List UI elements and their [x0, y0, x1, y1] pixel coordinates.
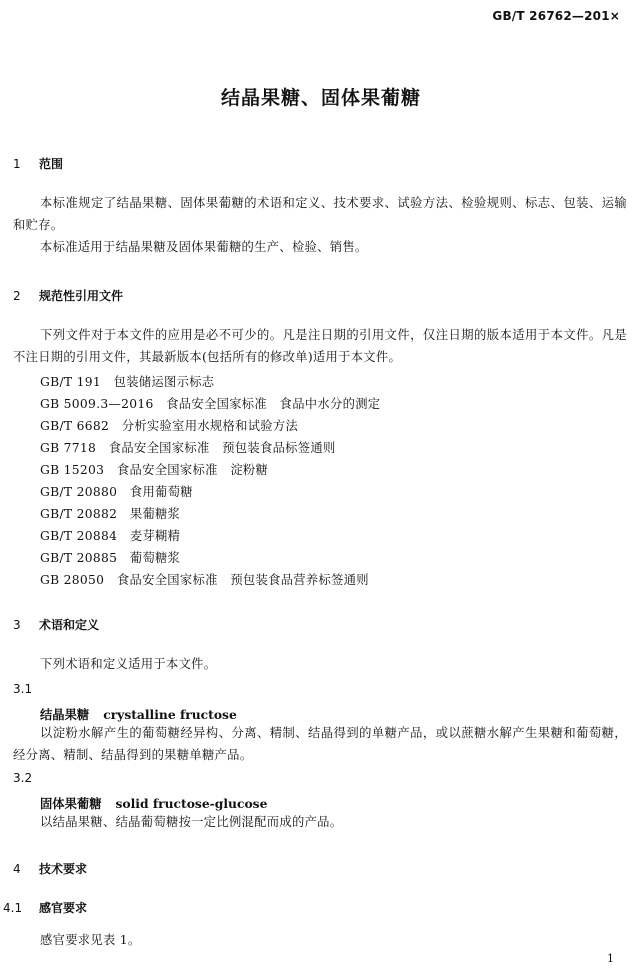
document-title: 结晶果糖、固体果葡糖: [220, 87, 421, 109]
term-number: 3.2: [13, 771, 33, 785]
page-number: 1: [607, 952, 614, 965]
reference-item: GB 28050 食品安全国家标准 预包装食品营养标签通则: [40, 573, 369, 587]
term-3-2: [40, 794, 267, 812]
section-3-heading: [0, 616, 99, 633]
scope-paragraph-2: 本标准适用于结晶果糖及固体果葡糖的生产、检验、销售。: [40, 240, 368, 254]
reference-item: GB 5009.3—2016 食品安全国家标准 食品中水分的测定: [40, 397, 381, 411]
section-number: 3: [13, 618, 21, 632]
term-3-1-definition: 以淀粉水解产生的葡萄糖经异构、分离、精制、结晶得到的单糖产品，或以蔗糖水解产生果糖和葡萄糖，经分离、精制、结晶得到的果糖单糖产品。: [13, 726, 627, 762]
reference-item: GB/T 20884 麦芽糊精: [40, 529, 181, 543]
section-number: 2: [13, 289, 21, 303]
reference-item: GB 7718 食品安全国家标准 预包装食品标签通则: [40, 441, 336, 455]
term-3-2-definition: 以结晶果糖、结晶葡萄糖按一定比例混配而成的产品。: [40, 815, 343, 829]
reference-item: GB/T 20882 果葡糖浆: [40, 507, 181, 521]
section-number: 4.1: [3, 901, 23, 915]
term-chinese: 固体果葡糖: [40, 797, 102, 811]
section-title: 规范性引用文件: [39, 289, 124, 303]
references-intro: 下列文件对于本文件的应用是必不可少的。凡是注日期的引用文件，仅注日期的版本适用于本文件。凡是不注日期的引用文件，其最新版本(包括所有的修改单)适用于本文件。: [13, 328, 627, 364]
sensory-paragraph: 感官要求见表 1。: [40, 933, 141, 947]
section-title: 术语和定义: [39, 618, 100, 632]
section-4-1-heading: [0, 899, 87, 916]
reference-item: GB/T 191 包装储运图示标志: [40, 375, 215, 389]
section-title: 范围: [39, 157, 64, 171]
term-english: crystalline fructose: [103, 707, 237, 722]
term-3-1: [40, 705, 237, 723]
reference-item: GB/T 6682 分析实验室用水规格和试验方法: [40, 419, 299, 433]
reference-item: GB/T 20885 葡萄糖浆: [40, 551, 181, 565]
section-1-heading: [0, 155, 63, 172]
section-2-heading: [0, 287, 123, 304]
standard-code: GB/T 26762—201×: [492, 9, 620, 23]
term-chinese: 结晶果糖: [40, 708, 90, 722]
term-english: solid fructose-glucose: [115, 796, 268, 811]
section-number: 4: [13, 862, 21, 876]
term-number: 3.1: [13, 682, 33, 696]
section-title: 感官要求: [39, 901, 88, 915]
terms-intro: 下列术语和定义适用于本文件。: [40, 657, 217, 671]
reference-item: GB 15203 食品安全国家标准 淀粉糖: [40, 463, 269, 477]
reference-item: GB/T 20880 食用葡萄糖: [40, 485, 193, 499]
section-4-heading: [0, 860, 87, 877]
section-number: 1: [13, 157, 21, 171]
section-title: 技术要求: [39, 862, 88, 876]
scope-paragraph-1: 本标准规定了结晶果糖、固体果葡糖的术语和定义、技术要求、试验方法、检验规则、标志、包装、运输和贮存。: [13, 196, 627, 232]
